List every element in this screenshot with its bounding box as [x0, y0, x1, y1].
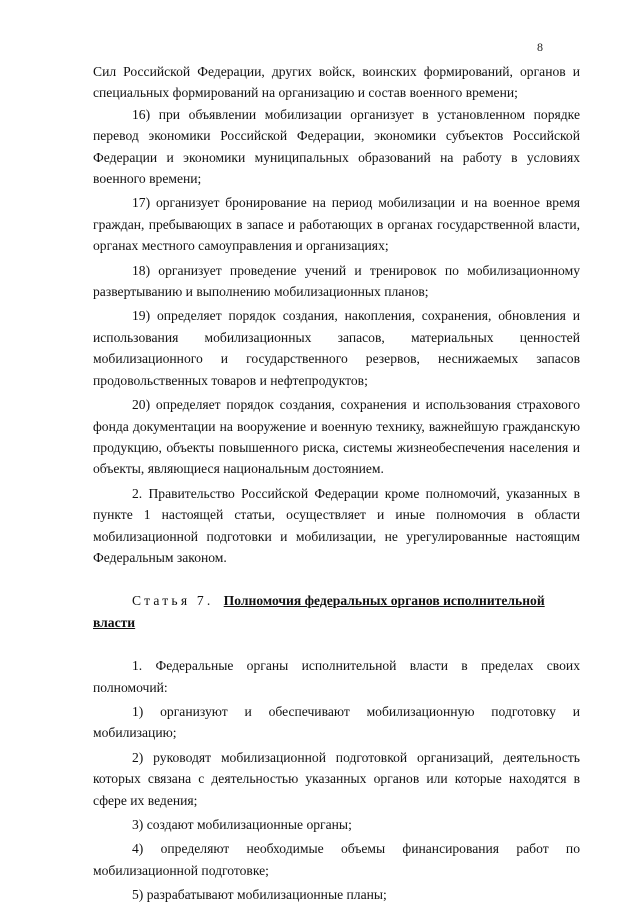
paragraph-continuation: Сил Российской Федерации, других войск, воинских формирований, органов и специальных формирований на организацию и состав военного времени; — [93, 64, 580, 101]
list-item-4: 4) определяют необходимые объемы финансирования работ по мобилизационной подготовке; — [93, 841, 580, 878]
list-item-1: 1) организуют и обеспечивают мобилизационную подготовку и мобилизацию; — [93, 703, 580, 741]
paragraph-item-16: 16) при объявлении мобилизации организует в установленном порядке перевод экономики Российской Федерации, экономики субъектов Российской Федерации и экономики муниципальных образований на работу в условиях военного времени; — [93, 106, 580, 187]
paragraph-item-18: 18) организует проведение учений и тренировок по мобилизационному развертыванию и выполнению мобилизационных планов; — [93, 262, 580, 300]
paragraph-point-2: 2. Правительство Российской Федерации кроме полномочий, указанных в пункте 1 настоящей статьи, осуществляет и иные полномочия в области мобилизационной подготовки и мобилизации, не урегулированные настоящим Федеральным законом. — [93, 485, 580, 565]
article-title: Полномочия федеральных органов исполнительной власти — [93, 593, 545, 630]
page-number: 8 — [537, 40, 543, 54]
list-item-5: 5) разрабатывают мобилизационные планы; — [132, 887, 387, 903]
article-point-1: 1. Федеральные органы исполнительной власти в пределах своих полномочий: — [93, 658, 580, 695]
list-item-2: 2) руководят мобилизационной подготовкой организаций, деятельность которых связана с деятельностью указанных органов или которые находятся в сфере их ведения; — [93, 749, 580, 808]
paragraph-item-20: 20) определяет порядок создания, сохранения и использования страхового фонда документации на вооружение и военную технику, важнейшую гражданскую продукцию, объекты повышенного риска, системы жизнеобеспечения населения и объекты, являющиеся национальным достоянием. — [93, 397, 580, 477]
article-heading — [93, 590, 580, 633]
paragraph-item-17: 17) организует бронирование на период мобилизации и на военное время граждан, пребывающих в запасе и работающих в органах государственной власти, органах местного самоуправления и организациях; — [93, 195, 580, 254]
paragraph-item-19: 19) определяет порядок создания, накопления, сохранения, обновления и использования мобилизационных запасов, материальных ценностей мобилизационного и государственного резервов, неснижаемых запасов продовольственных товаров и нефтепродуктов; — [93, 308, 580, 388]
article-number: Статья 7. — [132, 593, 214, 609]
document-body — [93, 61, 580, 906]
list-item-3: 3) создают мобилизационные органы; — [132, 817, 352, 832]
